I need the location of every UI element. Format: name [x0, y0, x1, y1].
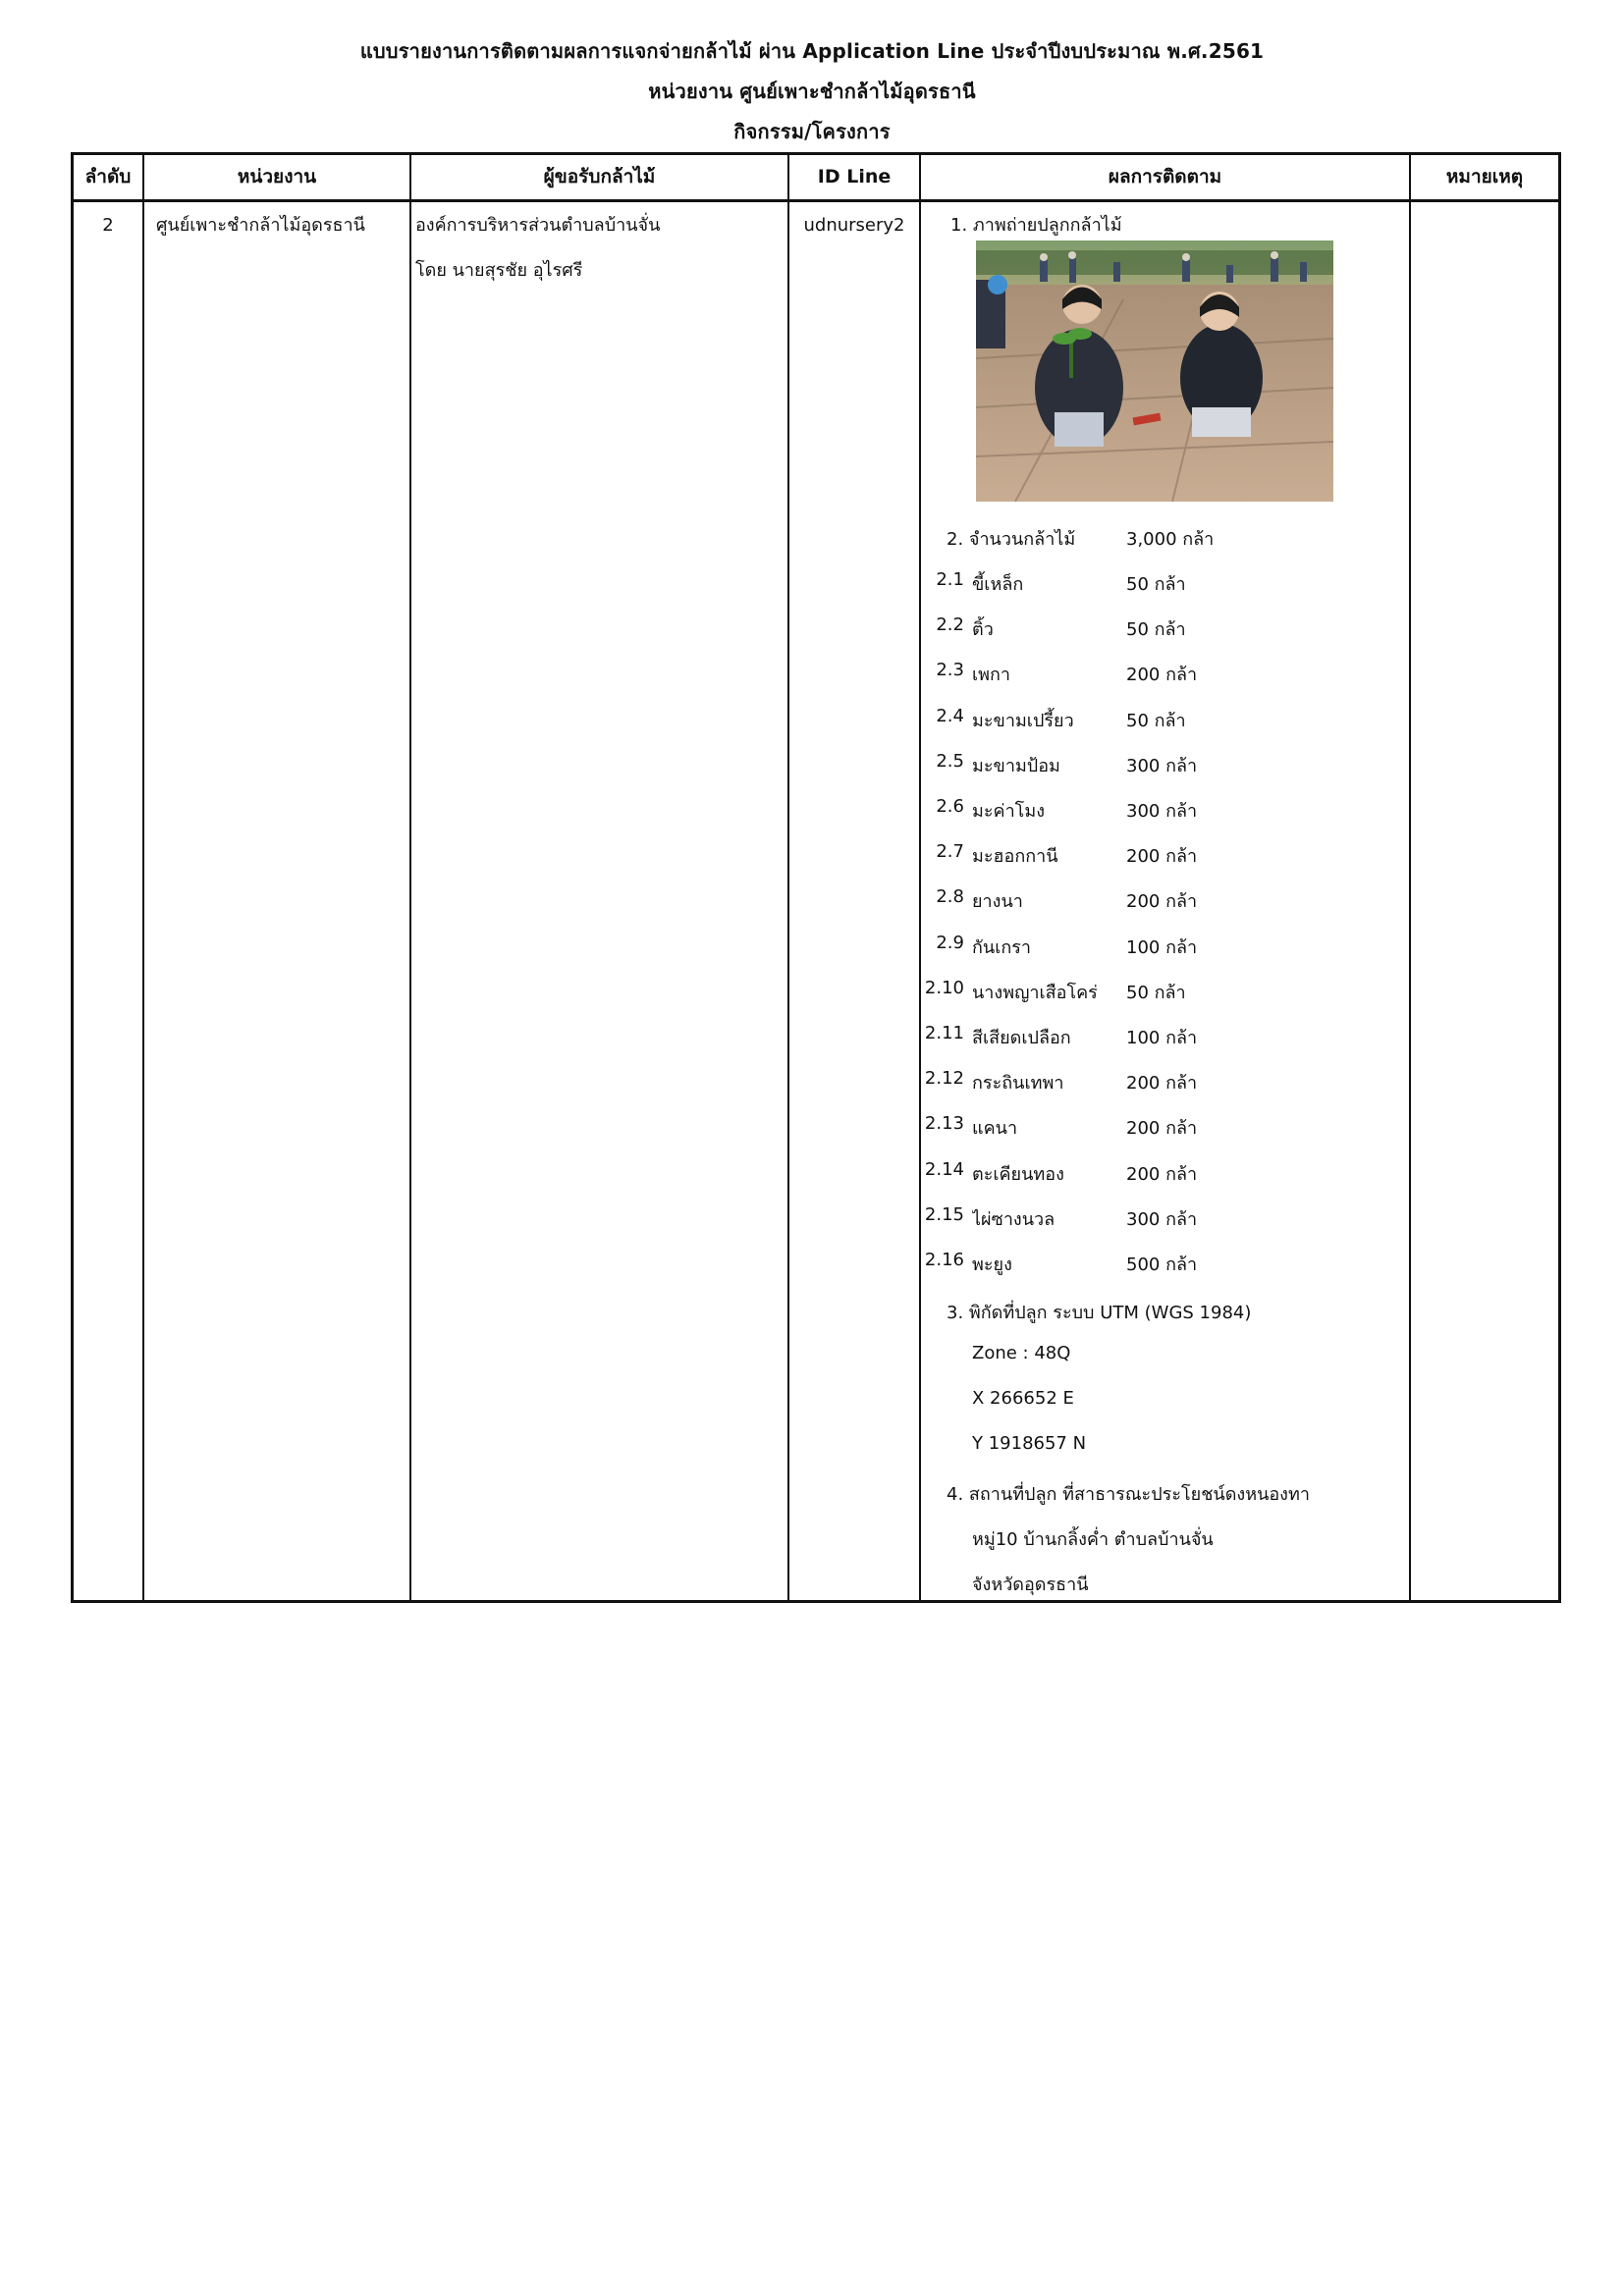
- species-name: ไผ่ซางนวล: [972, 1208, 1056, 1230]
- species-number: 2.2: [936, 614, 964, 636]
- col-divider: [919, 155, 921, 1600]
- report-agency: หน่วยงาน ศูนย์เพาะชำกล้าไม้อุดรธานี: [648, 80, 976, 103]
- species-number: 2.11: [924, 1023, 964, 1043]
- result-place-line3: จังหวัดอุดรธานี: [972, 1575, 1089, 1595]
- species-quantity: 100 กล้า: [1126, 936, 1198, 958]
- col-divider: [1409, 155, 1411, 1600]
- result-zone: Zone : 48Q: [972, 1343, 1071, 1363]
- species-quantity: 200 กล้า: [1126, 891, 1198, 913]
- species-number: 2.8: [936, 886, 964, 908]
- result-coord-label: 3. พิกัดที่ปลูก ระบบ UTM (WGS 1984): [947, 1303, 1252, 1323]
- header-note: หมายเหตุ: [1445, 166, 1524, 187]
- species-quantity: 200 กล้า: [1126, 1118, 1198, 1140]
- species-quantity: 100 กล้า: [1126, 1028, 1198, 1048]
- species-name: มะขามป้อม: [972, 755, 1060, 776]
- header-divider: [74, 199, 1558, 202]
- planting-photo: [976, 240, 1333, 502]
- species-number: 2.16: [924, 1250, 964, 1270]
- species-quantity: 300 กล้า: [1126, 801, 1198, 822]
- species-number: 2.9: [936, 932, 964, 953]
- species-name: กระถินเทพา: [972, 1073, 1064, 1095]
- species-name: มะขามเปรี้ยว: [972, 710, 1074, 731]
- species-number: 2.14: [924, 1158, 964, 1180]
- species-name: มะค่าโมง: [972, 801, 1046, 822]
- species-quantity: 300 กล้า: [1126, 1208, 1198, 1230]
- species-number: 2.1: [936, 569, 964, 590]
- species-number: 2.4: [936, 705, 964, 726]
- species-name: ขี้เหล็ก: [972, 574, 1024, 595]
- species-name: นางพญาเสือโคร่: [972, 982, 1098, 1003]
- report-activity: กิจกรรม/โครงการ: [733, 120, 891, 143]
- species-number: 2.3: [936, 660, 964, 681]
- col-divider: [409, 155, 411, 1600]
- row-recipient-org: องค์การบริหารส่วนตำบลบ้านจั่น: [415, 215, 661, 236]
- species-name: แคนา: [972, 1118, 1018, 1140]
- species-name: กันเกรา: [972, 936, 1032, 958]
- species-name: เพกา: [972, 665, 1011, 686]
- col-divider: [142, 155, 144, 1600]
- species-number: 2.15: [924, 1203, 964, 1225]
- result-count-label: 2. จำนวนกล้าไม้: [947, 529, 1076, 550]
- result-count-value: 3,000 กล้า: [1126, 529, 1215, 550]
- species-quantity: 200 กล้า: [1126, 846, 1198, 868]
- row-agency: ศูนย์เพาะชำกล้าไม้อุดรธานี: [156, 215, 365, 236]
- header-result: ผลการติดตาม: [1108, 166, 1222, 187]
- species-number: 2.6: [936, 796, 964, 817]
- species-number: 2.5: [936, 750, 964, 772]
- species-quantity: 50 กล้า: [1126, 619, 1186, 641]
- species-quantity: 50 กล้า: [1126, 574, 1186, 595]
- species-quantity: 200 กล้า: [1126, 1073, 1198, 1095]
- species-name: ติ้ว: [972, 619, 994, 641]
- species-number: 2.12: [924, 1068, 964, 1090]
- species-quantity: 500 กล้า: [1126, 1255, 1198, 1275]
- species-quantity: 200 กล้า: [1126, 1163, 1198, 1185]
- tracking-table: [71, 152, 1561, 1603]
- header-id-line: ID Line: [817, 166, 892, 187]
- row-order: 2: [102, 215, 114, 236]
- header-order: ลำดับ: [84, 166, 132, 187]
- species-name: มะฮอกกานี: [972, 846, 1058, 868]
- species-name: สีเสียดเปลือก: [972, 1028, 1071, 1048]
- species-number: 2.13: [924, 1113, 964, 1135]
- species-quantity: 50 กล้า: [1126, 982, 1186, 1003]
- result-x: X 266652 E: [972, 1388, 1074, 1409]
- col-divider: [787, 155, 789, 1600]
- species-name: พะยูง: [972, 1255, 1012, 1275]
- species-quantity: 300 กล้า: [1126, 755, 1198, 776]
- header-agency: หน่วยงาน: [237, 166, 317, 187]
- row-recipient-person: โดย นายสุรชัย อุไรศรี: [415, 260, 583, 281]
- header-recipient: ผู้ขอรับกล้าไม้: [543, 166, 656, 187]
- result-place-line1: 4. สถานที่ปลูก ที่สาธารณะประโยชน์ดงหนองทา: [947, 1484, 1310, 1505]
- row-id-line: udnursery2: [803, 215, 905, 236]
- species-name: ยางนา: [972, 891, 1023, 913]
- species-number: 2.10: [924, 977, 964, 998]
- report-title: แบบรายงานการติดตามผลการแจกจ่ายกล้าไม้ ผ่าน Application Line ประจำปีงบประมาณ พ.ศ.2561: [359, 39, 1265, 63]
- species-name: ตะเคียนทอง: [972, 1163, 1064, 1185]
- species-quantity: 200 กล้า: [1126, 665, 1198, 686]
- species-quantity: 50 กล้า: [1126, 710, 1186, 731]
- result-photo-label: 1. ภาพถ่ายปลูกกล้าไม้: [950, 215, 1122, 236]
- result-place-line2: หมู่10 บ้านกลิ้งค่ำ ตำบลบ้านจั่น: [972, 1529, 1214, 1550]
- result-y: Y 1918657 N: [972, 1433, 1087, 1454]
- species-number: 2.7: [936, 841, 964, 863]
